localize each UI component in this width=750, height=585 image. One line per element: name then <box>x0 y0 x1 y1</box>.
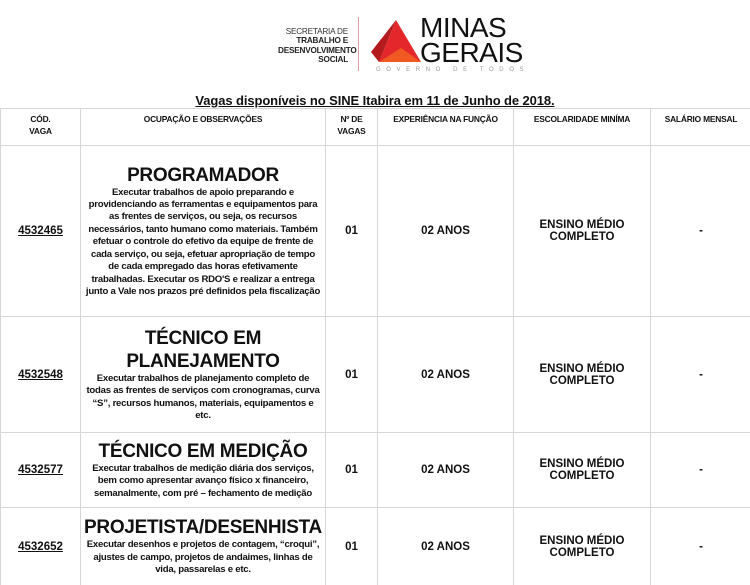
code-cell <box>1 146 81 317</box>
secretaria-line: SECRETARIA DE <box>285 27 348 36</box>
job-code-link[interactable]: 4532652 <box>18 540 63 553</box>
occupation-title: PROGRAMADOR <box>127 164 279 186</box>
job-code-link[interactable]: 4532465 <box>18 225 63 237</box>
secretaria-line: SOCIAL <box>318 55 348 65</box>
column-header-education: ESCOLARIDADE MINÍMA <box>514 109 651 146</box>
salary-cell: - <box>651 146 750 317</box>
education-cell: ENSINO MÉDIO COMPLETO <box>514 508 651 585</box>
secretaria-label <box>278 27 357 65</box>
vacancies-cell: 01 <box>326 146 378 317</box>
salary-cell: - <box>651 433 750 508</box>
experience-cell: 02 ANOS <box>378 433 514 508</box>
occupation-title: TÉCNICO EM MEDIÇÃO <box>98 440 308 462</box>
brand-name <box>420 12 523 68</box>
job-code-link[interactable]: 4532548 <box>18 368 63 381</box>
page-title: Vagas disponíveis no SINE Itabira em 11 de Junho de 2018. <box>195 93 555 108</box>
job-code-link[interactable]: 4532577 <box>18 464 63 476</box>
secretaria-line: DESENVOLVIMENTO <box>278 45 357 55</box>
table-row <box>1 433 750 508</box>
column-header-experience: EXPERIÊNCIA NA FUNÇÃO <box>378 109 514 146</box>
salary-cell: - <box>651 317 750 433</box>
occupation-title: PROJETISTA/DESENHISTA <box>84 517 322 539</box>
occupation-description: Executar desenhos e projetos de contagem, “croqui”, ajustes de campo, projetos de andaimes, linhas de vida, passarelas e etc. <box>86 539 320 576</box>
education-cell: ENSINO MÉDIO COMPLETO <box>514 317 651 433</box>
table-row <box>1 317 750 433</box>
vacancies-cell: 01 <box>326 317 378 433</box>
table-row <box>1 508 750 585</box>
occupation-title: TÉCNICO EM PLANEJAMENTO <box>126 327 280 372</box>
education-cell: ENSINO MÉDIO COMPLETO <box>514 146 651 317</box>
vacancies-cell: 01 <box>326 508 378 585</box>
table-row <box>1 146 750 317</box>
occupation-cell <box>81 146 326 317</box>
column-header-salary: SALÁRIO MENSAL <box>651 109 750 146</box>
education-cell: ENSINO MÉDIO COMPLETO <box>514 433 651 508</box>
experience-cell: 02 ANOS <box>378 508 514 585</box>
column-header-code: CÓD. VAGA <box>1 109 81 146</box>
header-logo <box>0 0 750 90</box>
code-cell <box>1 317 81 433</box>
secretaria-line: TRABALHO E <box>296 36 348 46</box>
occupation-description: Executar trabalhos de apoio preparando e providenciando as ferramentas e equipamentos para as frentes de serviços, ou seja, os recursos necessários, tanto humano como materiais. Também efetuar o controle do efetivo da equipe de frente de cada serviço, ou seja, efetuar apropriação de tempo de cada empregado das horas efetivamente trabalhadas. Executar os RDO'S e realizar a entrega junto a Vale nos prazos pré definidos pela fiscalização <box>85 186 321 297</box>
minas-gerais-triangle-icon <box>371 18 421 64</box>
logo-divider <box>358 17 359 71</box>
occupation-description: Executar trabalhos de medição diária dos serviços, bem como apresentar avanço físico x financeiro, semanalmente, com pré – fechamento de medição <box>92 462 314 499</box>
occupation-cell <box>81 317 326 433</box>
occupation-cell <box>81 433 326 508</box>
table-header-row <box>1 109 750 146</box>
code-cell <box>1 433 81 508</box>
salary-cell: - <box>651 508 750 585</box>
occupation-description: Executar trabalhos de planejamento completo de todas as frentes de serviços com cronogramas, curva “S”, recursos humanos, materiais, equipamentos e etc. <box>86 372 320 421</box>
brand-line: MINAS <box>420 12 507 43</box>
occupation-cell <box>81 508 326 585</box>
column-header-occupation: OCUPAÇÃO E OBSERVAÇÕES <box>81 109 326 146</box>
vacancies-cell: 01 <box>326 433 378 508</box>
brand-line: GERAIS <box>420 37 523 68</box>
job-vacancies-table <box>0 108 750 585</box>
column-header-vacancies: Nº DE VAGAS <box>326 109 378 146</box>
experience-cell: 02 ANOS <box>378 146 514 317</box>
code-cell <box>1 508 81 585</box>
brand-tagline: GOVERNO DE TODOS <box>376 67 530 73</box>
experience-cell: 02 ANOS <box>378 317 514 433</box>
